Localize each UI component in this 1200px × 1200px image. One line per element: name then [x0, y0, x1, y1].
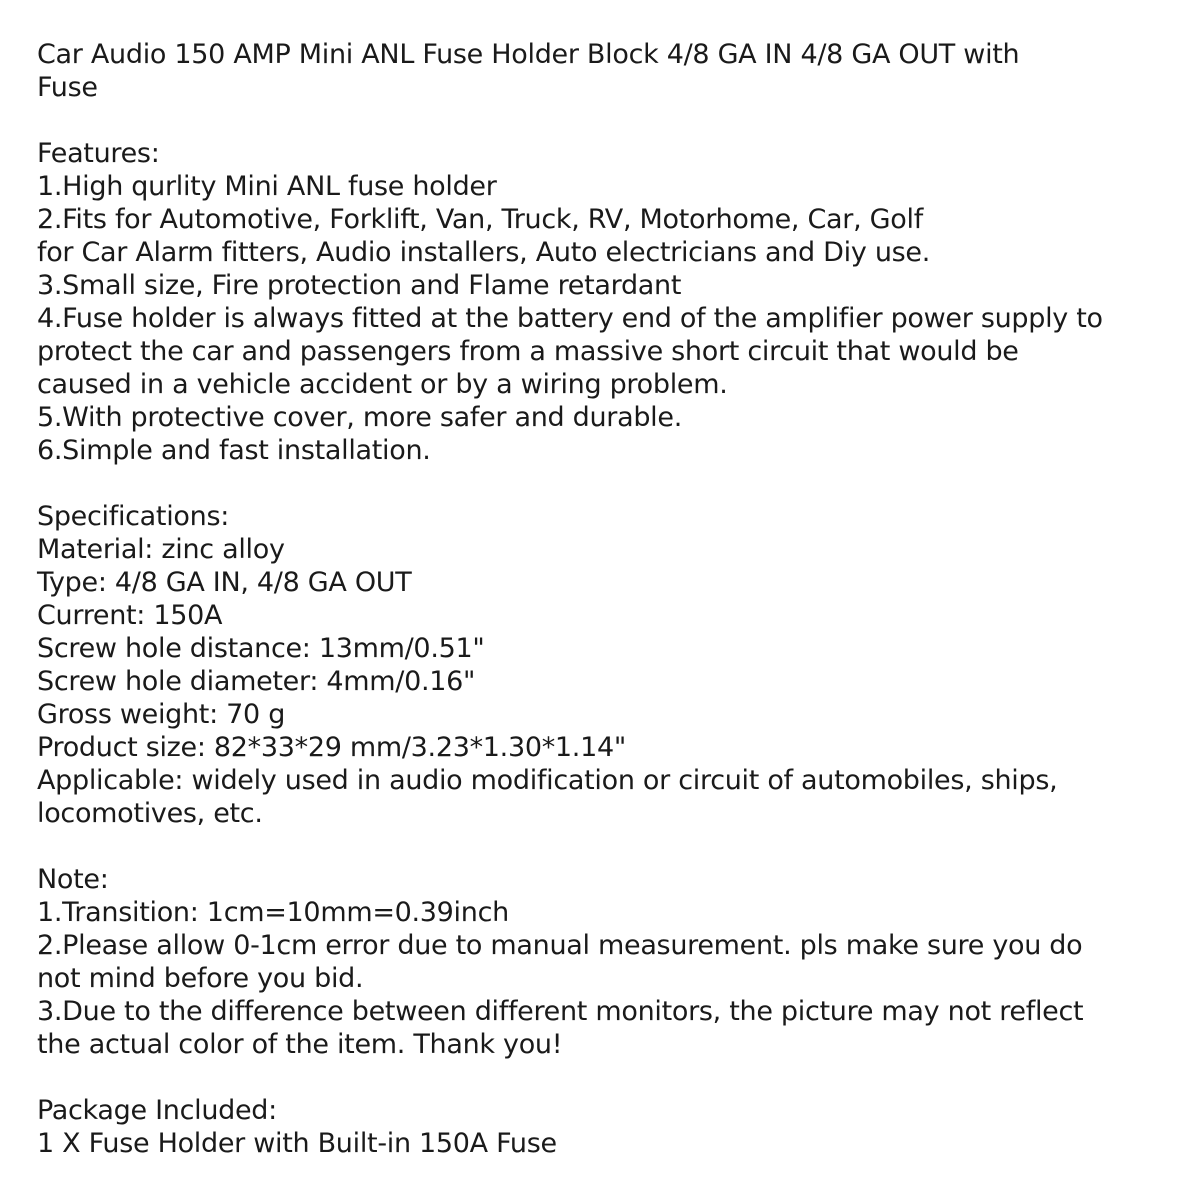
spec-line: Screw hole diameter: 4mm/0.16" — [37, 666, 476, 697]
spec-line: Current: 150A — [37, 600, 223, 631]
package-heading: Package Included: — [37, 1095, 277, 1126]
note-line: the actual color of the item. Thank you! — [37, 1029, 563, 1060]
spec-line: Material: zinc alloy — [37, 534, 285, 565]
note-line: not mind before you bid. — [37, 963, 364, 994]
title-line: Car Audio 150 AMP Mini ANL Fuse Holder Block 4/8 GA IN 4/8 GA OUT with — [37, 39, 1020, 70]
note-line: 1.Transition: 1cm=10mm=0.39inch — [37, 897, 509, 928]
title-line: Fuse — [37, 72, 98, 103]
spec-line: Type: 4/8 GA IN, 4/8 GA OUT — [37, 567, 412, 598]
section-spacer — [37, 467, 1187, 500]
feature-line: 4.Fuse holder is always fitted at the battery end of the amplifier power supply to — [37, 303, 1103, 334]
note-section — [37, 863, 1187, 1061]
spec-line: Applicable: widely used in audio modification or circuit of automobiles, ships, — [37, 765, 1058, 796]
specifications-section — [37, 500, 1187, 830]
product-description — [37, 38, 1187, 1160]
note-heading: Note: — [37, 864, 109, 895]
note-line: 2.Please allow 0-1cm error due to manual measurement. pls make sure you do — [37, 930, 1083, 961]
spec-line: Screw hole distance: 13mm/0.51" — [37, 633, 485, 664]
feature-line: for Car Alarm fitters, Audio installers, Auto electricians and Diy use. — [37, 237, 931, 268]
product-title — [37, 38, 1187, 104]
spec-line: Gross weight: 70 g — [37, 699, 286, 730]
spec-line: Product size: 82*33*29 mm/3.23*1.30*1.14" — [37, 732, 626, 763]
features-heading: Features: — [37, 138, 160, 169]
section-spacer — [37, 830, 1187, 863]
section-spacer — [37, 1061, 1187, 1094]
feature-line: 6.Simple and fast installation. — [37, 435, 431, 466]
package-line: 1 X Fuse Holder with Built-in 150A Fuse — [37, 1128, 557, 1159]
section-spacer — [37, 104, 1187, 137]
feature-line: 5.With protective cover, more safer and durable. — [37, 402, 682, 433]
package-section — [37, 1094, 1187, 1160]
feature-line: 3.Small size, Fire protection and Flame retardant — [37, 270, 682, 301]
features-section — [37, 137, 1187, 467]
note-line: 3.Due to the difference between different monitors, the picture may not reflect — [37, 996, 1084, 1027]
feature-line: 2.Fits for Automotive, Forklift, Van, Truck, RV, Motorhome, Car, Golf — [37, 204, 923, 235]
feature-line: caused in a vehicle accident or by a wiring problem. — [37, 369, 728, 400]
specifications-heading: Specifications: — [37, 501, 230, 532]
feature-line: protect the car and passengers from a massive short circuit that would be — [37, 336, 1019, 367]
feature-line: 1.High qurlity Mini ANL fuse holder — [37, 171, 497, 202]
spec-line: locomotives, etc. — [37, 798, 263, 829]
